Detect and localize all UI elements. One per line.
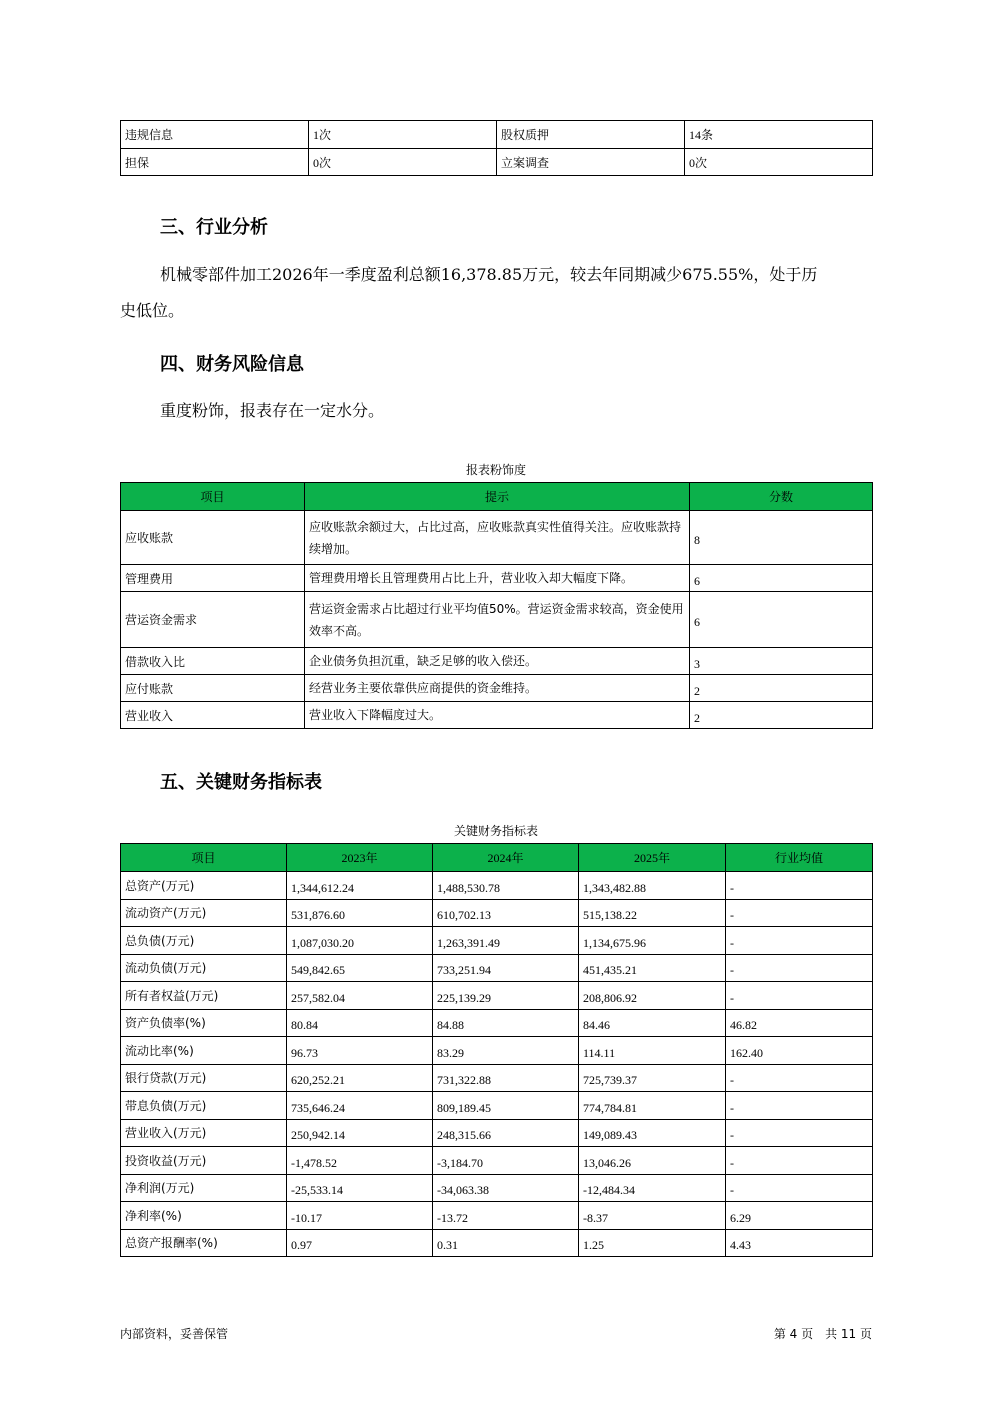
kpi-value: 0.31 xyxy=(433,1229,579,1257)
kpi-value: 531,876.60 xyxy=(287,899,433,927)
table-cell: 担保 xyxy=(121,149,309,176)
kpi-value: 80.84 xyxy=(287,1009,433,1037)
top-info-table xyxy=(120,120,873,176)
kpi-value: 1,263,391.49 xyxy=(433,927,579,955)
kpi-value: 0.97 xyxy=(287,1229,433,1257)
table-row xyxy=(121,954,873,982)
kpi-value: -10.17 xyxy=(287,1202,433,1230)
table-row xyxy=(121,1064,873,1092)
kpi-table-caption: 关键财务指标表 xyxy=(453,824,538,838)
kpi-label: 流动负债(万元) xyxy=(121,954,287,982)
table-header-row xyxy=(121,844,873,872)
kpi-value: -13.72 xyxy=(433,1202,579,1230)
kpi-value: -3,184.70 xyxy=(433,1147,579,1175)
kpi-value: 451,435.21 xyxy=(579,954,726,982)
table-cell: 违规信息 xyxy=(121,121,309,149)
table-cell: 14条 xyxy=(685,121,873,149)
table-row xyxy=(121,1174,873,1202)
table-row xyxy=(121,1147,873,1175)
risk-item: 借款收入比 xyxy=(121,648,305,675)
kpi-label: 净利率(%) xyxy=(121,1202,287,1230)
kpi-value: 774,784.81 xyxy=(579,1092,726,1120)
risk-tip: 管理费用增长且管理费用占比上升，营业收入却大幅度下降。 xyxy=(305,565,690,592)
kpi-value: -25,533.14 xyxy=(287,1174,433,1202)
risk-text: 重度粉饰，报表存在一定水分。 xyxy=(160,401,385,420)
table-row xyxy=(121,702,873,729)
kpi-value: - xyxy=(726,927,873,955)
risk-score: 6 xyxy=(690,592,873,648)
kpi-value: -8.37 xyxy=(579,1202,726,1230)
kpi-value: - xyxy=(726,982,873,1010)
risk-item: 应付账款 xyxy=(121,675,305,702)
risk-table-caption: 报表粉饰度 xyxy=(465,463,526,477)
table-cell: 股权质押 xyxy=(497,121,685,149)
kpi-value: 809,189.45 xyxy=(433,1092,579,1120)
kpi-value: 1,134,675.96 xyxy=(579,927,726,955)
table-row xyxy=(121,1229,873,1257)
kpi-label: 投资收益(万元) xyxy=(121,1147,287,1175)
kpi-value: -12,484.34 xyxy=(579,1174,726,1202)
risk-tip: 应收账款余额过大，占比过高，应收账款真实性值得关注。应收账款持续增加。 xyxy=(305,511,690,565)
kpi-value: 610,702.13 xyxy=(433,899,579,927)
column-header: 提示 xyxy=(305,483,690,511)
kpi-value: 515,138.22 xyxy=(579,899,726,927)
risk-score: 8 xyxy=(690,511,873,565)
kpi-value: 84.88 xyxy=(433,1009,579,1037)
footer-left: 内部资料，妥善保管 xyxy=(120,1327,229,1341)
table-cell: 1次 xyxy=(309,121,497,149)
table-row xyxy=(121,121,873,149)
table-row xyxy=(121,899,873,927)
kpi-value: -1,478.52 xyxy=(287,1147,433,1175)
industry-text-line1: 机械零部件加工2026年一季度盈利总额16,378.85万元，较去年同期减少675.55%，处于历 xyxy=(160,265,818,284)
kpi-value: 733,251.94 xyxy=(433,954,579,982)
table-row xyxy=(121,1037,873,1065)
industry-text-line2: 史低位。 xyxy=(120,301,185,320)
table-row xyxy=(121,1092,873,1120)
table-row xyxy=(121,592,873,648)
section-heading-kpi: 五、关键财务指标表 xyxy=(160,772,322,793)
table-row xyxy=(121,675,873,702)
kpi-value: 6.29 xyxy=(726,1202,873,1230)
kpi-value: 149,089.43 xyxy=(579,1119,726,1147)
risk-score: 3 xyxy=(690,648,873,675)
kpi-value: - xyxy=(726,1064,873,1092)
risk-tip: 企业债务负担沉重，缺乏足够的收入偿还。 xyxy=(305,648,690,675)
kpi-value: 83.29 xyxy=(433,1037,579,1065)
risk-score: 2 xyxy=(690,675,873,702)
kpi-value: 725,739.37 xyxy=(579,1064,726,1092)
kpi-value: - xyxy=(726,954,873,982)
kpi-label: 净利润(万元) xyxy=(121,1174,287,1202)
kpi-value: 1,344,612.24 xyxy=(287,872,433,900)
kpi-label: 资产负债率(%) xyxy=(121,1009,287,1037)
table-row xyxy=(121,565,873,592)
kpi-value: 731,322.88 xyxy=(433,1064,579,1092)
kpi-label: 总负债(万元) xyxy=(121,927,287,955)
kpi-value: - xyxy=(726,1147,873,1175)
column-header: 项目 xyxy=(121,483,305,511)
kpi-value: - xyxy=(726,899,873,927)
column-header: 分数 xyxy=(690,483,873,511)
kpi-value: 1,343,482.88 xyxy=(579,872,726,900)
kpi-value: 248,315.66 xyxy=(433,1119,579,1147)
risk-tip: 营运资金需求占比超过行业平均值50%。营运资金需求较高，资金使用效率不高。 xyxy=(305,592,690,648)
risk-item: 管理费用 xyxy=(121,565,305,592)
kpi-label: 带息负债(万元) xyxy=(121,1092,287,1120)
kpi-value: 13,046.26 xyxy=(579,1147,726,1175)
kpi-value: 549,842.65 xyxy=(287,954,433,982)
kpi-value: - xyxy=(726,1119,873,1147)
table-row xyxy=(121,872,873,900)
column-header: 2023年 xyxy=(287,844,433,872)
kpi-label: 流动资产(万元) xyxy=(121,899,287,927)
risk-item: 营运资金需求 xyxy=(121,592,305,648)
kpi-value: 84.46 xyxy=(579,1009,726,1037)
kpi-value: -34,063.38 xyxy=(433,1174,579,1202)
kpi-label: 总资产(万元) xyxy=(121,872,287,900)
table-row xyxy=(121,648,873,675)
table-cell: 0次 xyxy=(309,149,497,176)
kpi-value: 1,087,030.20 xyxy=(287,927,433,955)
risk-tip: 营业收入下降幅度过大。 xyxy=(305,702,690,729)
table-cell: 立案调查 xyxy=(497,149,685,176)
kpi-value: 225,139.29 xyxy=(433,982,579,1010)
table-cell: 0次 xyxy=(685,149,873,176)
table-row xyxy=(121,1009,873,1037)
kpi-value: 162.40 xyxy=(726,1037,873,1065)
risk-score: 6 xyxy=(690,565,873,592)
kpi-value: 257,582.04 xyxy=(287,982,433,1010)
kpi-value: 1,488,530.78 xyxy=(433,872,579,900)
kpi-value: 1.25 xyxy=(579,1229,726,1257)
kpi-value: - xyxy=(726,1092,873,1120)
kpi-value: 250,942.14 xyxy=(287,1119,433,1147)
column-header: 2024年 xyxy=(433,844,579,872)
risk-tip: 经营业务主要依靠供应商提供的资金维持。 xyxy=(305,675,690,702)
section-heading-industry: 三、行业分析 xyxy=(160,217,268,238)
kpi-value: 735,646.24 xyxy=(287,1092,433,1120)
kpi-value: 96.73 xyxy=(287,1037,433,1065)
table-header-row xyxy=(121,483,873,511)
kpi-value: - xyxy=(726,1174,873,1202)
kpi-label: 银行贷款(万元) xyxy=(121,1064,287,1092)
column-header: 项目 xyxy=(121,844,287,872)
kpi-label: 营业收入(万元) xyxy=(121,1119,287,1147)
kpi-label: 所有者权益(万元) xyxy=(121,982,287,1010)
risk-table xyxy=(120,482,873,729)
kpi-value: 620,252.21 xyxy=(287,1064,433,1092)
table-row xyxy=(121,149,873,176)
table-row xyxy=(121,1119,873,1147)
table-row xyxy=(121,511,873,565)
kpi-value: 4.43 xyxy=(726,1229,873,1257)
kpi-value: - xyxy=(726,872,873,900)
kpi-label: 总资产报酬率(%) xyxy=(121,1229,287,1257)
kpi-table xyxy=(120,843,873,1257)
column-header: 2025年 xyxy=(579,844,726,872)
table-row xyxy=(121,927,873,955)
risk-item: 应收账款 xyxy=(121,511,305,565)
kpi-value: 46.82 xyxy=(726,1009,873,1037)
table-row xyxy=(121,982,873,1010)
section-heading-risk: 四、财务风险信息 xyxy=(160,354,304,375)
kpi-label: 流动比率(%) xyxy=(121,1037,287,1065)
risk-item: 营业收入 xyxy=(121,702,305,729)
risk-score: 2 xyxy=(690,702,873,729)
kpi-value: 114.11 xyxy=(579,1037,726,1065)
column-header: 行业均值 xyxy=(726,844,873,872)
kpi-value: 208,806.92 xyxy=(579,982,726,1010)
table-row xyxy=(121,1202,873,1230)
footer-page-number: 第 4 页 共 11 页 xyxy=(773,1327,872,1341)
